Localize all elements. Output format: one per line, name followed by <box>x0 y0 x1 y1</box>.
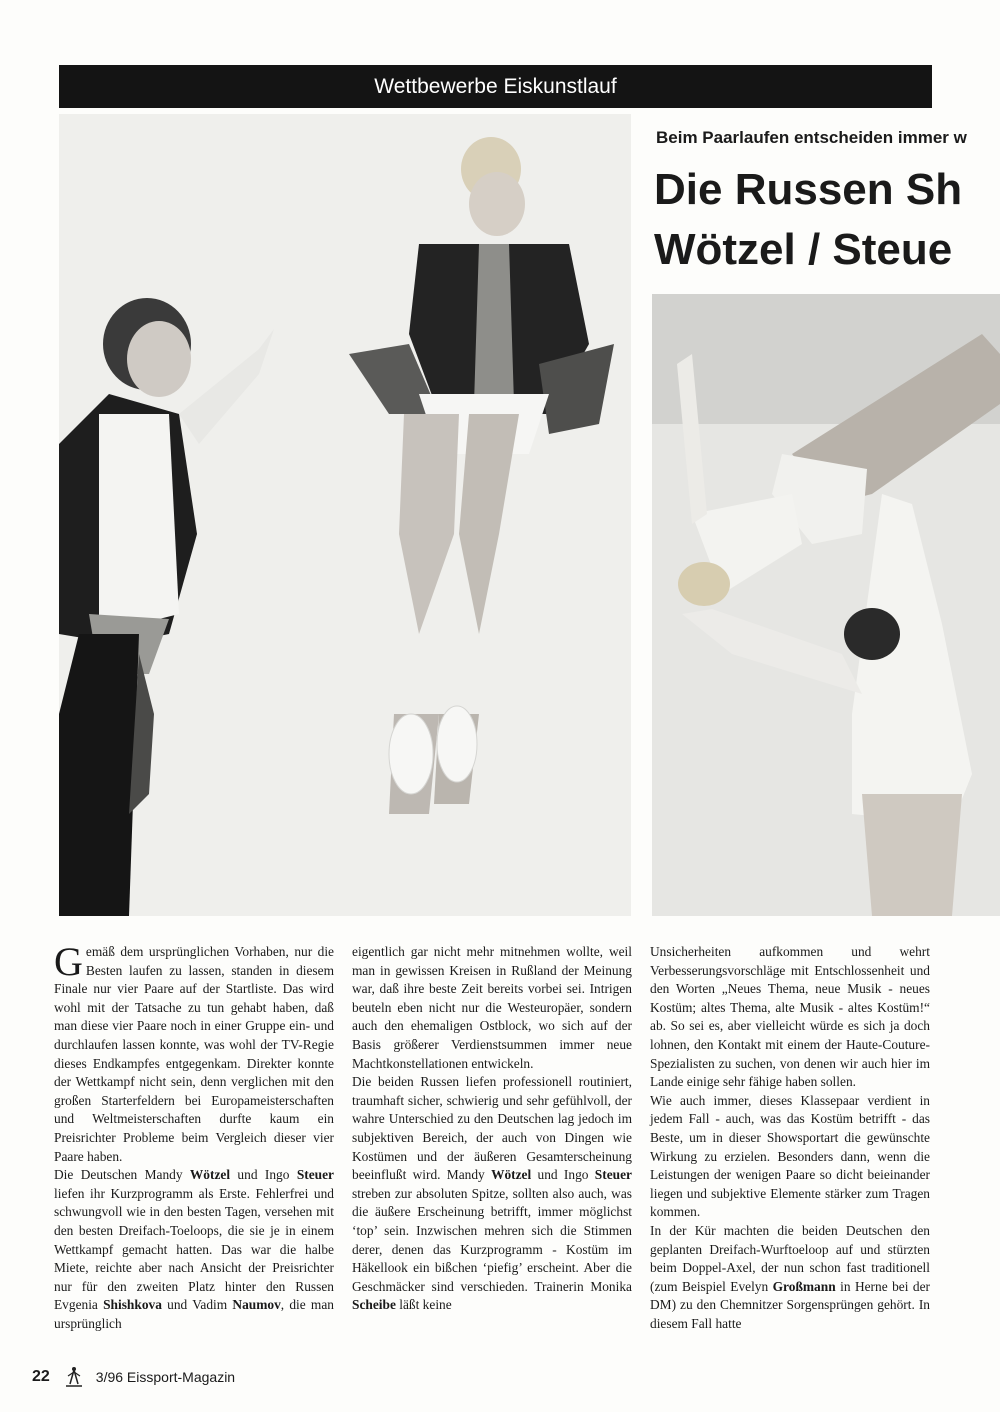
col1-p2-text-i: , die man ursprünglich <box>54 1297 334 1331</box>
col1-p2-text-e: liefen ihr Kurzprogramm als Erste. Fehlerfrei und schwungvoll wie in den besten Tagen, versehen mit den besten Dreifach-Toeloops, die sie je in einem Wettkampf gemacht hatten. Das war die halbe Miete, reichte aber nach Ansicht der Preisrichter nur für den zweiten Platz hinter den Russen Evgenia <box>54 1185 334 1313</box>
issue-label: 3/96 Eissport-Magazin <box>95 1369 236 1385</box>
col1-p1-text: emäß dem ursprünglichen Vorhaben, nur die Besten laufen zu lassen, standen in diesem Finale nur vier Paare auf der Startliste. Das wird wohl mit der Tatsache zu tun gehabt haben, daß man diese vier Paare noch in einer Gruppe ein- und durchlaufen lassen konnte, was wohl der TV-Regie dieses Endkampfes entgegenkam. Direkter konnte der Wettkampf nicht sein, denn verglichen mit den großen Starterfeldern bei Europameisterschaften und Weltmeisterschaften durfte kaum ein Preisrichter Probleme beim Vergleich dieser vier Paare haben. <box>54 944 334 1164</box>
col3-paragraph-1: Unsicherheiten aufkommen und wehrt Verbesserungsvorschläge mit Entschlossenheit und den Worten „Neues Thema, neue Musik - neues Kostüm; altes Thema, alte Musik - altes Kostüm!“ ab. So sei es, aber vielleicht würde es sich ja doch lohnen, den Kontakt mit einem der Haute-Couture-Spezialisten zu suchen, von denen wir auch hier im Lande einige sehr fähige haben sollen. <box>650 944 930 1090</box>
photo-pair-lift-illustration <box>652 294 1000 916</box>
photo-pair-skaters-left <box>59 114 631 916</box>
name-shishkova: Shishkova <box>103 1297 162 1313</box>
article-headline-line-2: Wötzel / Steue <box>654 225 953 274</box>
name-woetzel: Wötzel <box>491 1167 532 1183</box>
article-column-1 <box>54 939 334 1333</box>
photo-pair-skaters-illustration <box>59 114 631 916</box>
col2-paragraph-2 <box>352 1073 632 1315</box>
col3-p3-text-c: in Herne bei der DM) zu den Chemnitzer Sorgensprüngen gehört. In diesem Fall hatte <box>650 1278 930 1331</box>
section-title: Wettbewerbe Eiskunstlauf <box>374 75 617 98</box>
name-woetzel: Wötzel <box>189 1167 231 1183</box>
section-header-bar <box>59 65 932 108</box>
col2-p2-text-a: Die beiden Russen liefen professionell routiniert, traumhaft sicher, schwierig und sehr gefühlvoll, der wahre Unterschied zu den Deutschen lag jedoch im subjektiven Bereich, der auch von Dingen wie Kostümen und der äußeren Gesamterscheinung beeinflußt wird. Mandy <box>352 1074 632 1183</box>
col1-p2-text-c: und Ingo <box>230 1167 297 1183</box>
article-column-2 <box>352 943 632 1315</box>
col3-paragraph-3 <box>650 1222 930 1334</box>
col2-p2-text-g: läßt keine <box>395 1297 452 1313</box>
name-steuer: Steuer <box>296 1167 334 1183</box>
article-column-3 <box>650 943 930 1333</box>
col3-p3-text-a: In der Kür machten die beiden Deutschen den geplanten Dreifach-Wurftoeloop auf und stürzten beim Doppel-Axel, der nun schon fast traditionell (zum Beispiel Evelyn <box>650 1222 930 1294</box>
col1-p2-text-g: und Vadim <box>161 1297 233 1313</box>
drop-cap: G <box>54 939 83 984</box>
col3-paragraph-2: Wie auch immer, dieses Klassepaar verdient in jedem Fall - auch, was das Kostüm betrifft - das Beste, um in dieser Showsportart die gewünschte Wirkung zu erzielen. Besonders dann, wenn die Leistungen der wenigen Paare so dicht beieinander liegen und subjektive Elemente stärker zum Tragen kommen. <box>650 1092 930 1220</box>
name-grossmann: Großmann <box>772 1278 836 1294</box>
page-footer <box>32 1364 235 1390</box>
name-scheibe: Scheibe <box>352 1297 396 1313</box>
article-kicker: Beim Paarlaufen entscheiden immer w <box>656 128 967 147</box>
col1-p2-text-a: Die Deutschen Mandy <box>54 1167 190 1183</box>
article-headline-line-1: Die Russen Sh <box>654 165 963 214</box>
col1-paragraph-2 <box>54 1166 334 1333</box>
col2-p2-text-c: und Ingo <box>531 1167 595 1183</box>
photo-pair-lift-right <box>652 294 1000 916</box>
col2-p2-text-e: streben zur absoluten Spitze, sollten also auch, was die äußere Erscheinung betrifft, immer möglichst ‘top’ sein. Inzwischen mehren sich die Stimmen derer, denen das Kurzprogramm - Kostüm im Häkellook ein bißchen ‘piefig’ erscheint. Aber die Geschmäcker sind verschieden. Trainerin Monika <box>352 1185 632 1294</box>
name-naumov: Naumov <box>232 1297 281 1313</box>
col2-paragraph-1: eigentlich gar nicht mehr mitnehmen wollte, weil man in gewissen Kreisen in Rußland der Meinung war, daß ihre beste Zeit bereits vorbei sei. Intrigen beuteln eben nicht nur die Westeuropäer, sondern auch den ehemaligen Ostblock, wo sich auf der Basis größerer Verdienstsummen immer neue Machtkonstellationen entwickeln. <box>352 944 632 1071</box>
col1-paragraph-1 <box>54 939 334 1166</box>
page-number: 22 <box>32 1368 50 1385</box>
name-steuer: Steuer <box>594 1167 632 1183</box>
magazine-skater-logo-icon <box>60 1364 88 1390</box>
